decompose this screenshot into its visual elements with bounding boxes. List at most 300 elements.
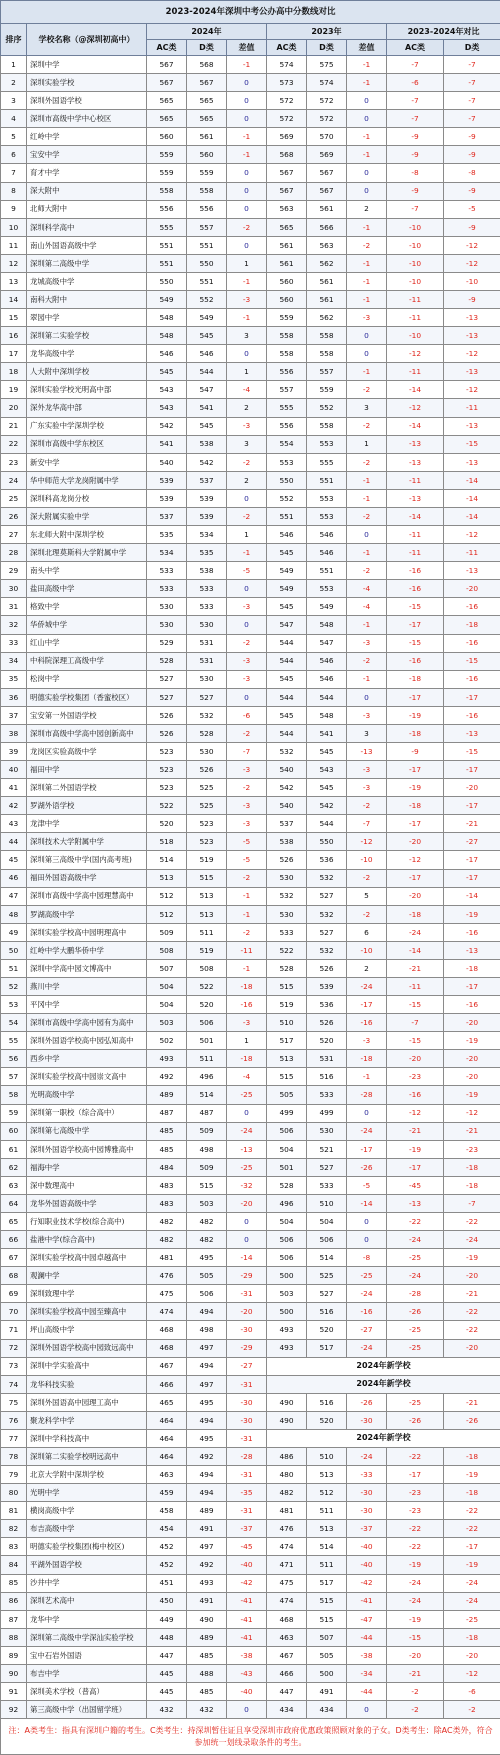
rank-cell: 48 bbox=[1, 905, 27, 923]
table-row bbox=[1, 1213, 500, 1231]
ac-2024-cell: 452 bbox=[147, 1538, 187, 1556]
ac-cmp-cell: -24 bbox=[387, 1267, 444, 1285]
ac-2024-cell: 485 bbox=[147, 1122, 187, 1140]
d-cmp-cell: -25 bbox=[444, 1610, 500, 1628]
diff-2023-cell: -44 bbox=[347, 1683, 387, 1701]
ac-2024-cell: 567 bbox=[147, 56, 187, 74]
table-row bbox=[1, 1466, 500, 1484]
school-name-cell: 第三高级中学（出国留学班） bbox=[27, 1701, 147, 1719]
d-2023-cell: 527 bbox=[307, 887, 347, 905]
ac-2023-cell: 550 bbox=[267, 471, 307, 489]
school-name-cell: 东北师大附中深圳学校 bbox=[27, 526, 147, 544]
ac-cmp-cell: -19 bbox=[387, 1140, 444, 1158]
diff-2023-cell: -1 bbox=[347, 56, 387, 74]
ac-2024-cell: 548 bbox=[147, 327, 187, 345]
ac-2024-cell: 432 bbox=[147, 1701, 187, 1719]
header-school: 学校名称（@深圳初高中） bbox=[27, 24, 147, 56]
diff-2023-cell: -1 bbox=[347, 471, 387, 489]
diff-2023-cell: -42 bbox=[347, 1574, 387, 1592]
d-2024-cell: 556 bbox=[187, 200, 227, 218]
diff-2023-cell: -1 bbox=[347, 670, 387, 688]
d-2024-cell: 519 bbox=[187, 941, 227, 959]
d-cmp-cell: -16 bbox=[444, 598, 500, 616]
table-row bbox=[1, 562, 500, 580]
d-cmp-cell: -13 bbox=[444, 327, 500, 345]
d-cmp-cell: -20 bbox=[444, 1646, 500, 1664]
diff-2023-cell: -1 bbox=[347, 146, 387, 164]
ac-2023-cell: 544 bbox=[267, 688, 307, 706]
ac-cmp-cell: -24 bbox=[387, 1592, 444, 1610]
school-name-cell: 坪山高级中学 bbox=[27, 1321, 147, 1339]
d-cmp-cell: -12 bbox=[444, 526, 500, 544]
school-name-cell: 中科院深理工高级中学 bbox=[27, 652, 147, 670]
diff-2023-cell: 6 bbox=[347, 923, 387, 941]
ac-cmp-cell: -21 bbox=[387, 1664, 444, 1682]
d-cmp-cell: -15 bbox=[444, 742, 500, 760]
ac-2023-cell: 573 bbox=[267, 74, 307, 92]
table-row bbox=[1, 74, 500, 92]
school-name-cell: 行知职业技术学校(综合高中) bbox=[27, 1213, 147, 1231]
ac-2023-cell: 506 bbox=[267, 1249, 307, 1267]
ac-2023-cell: 475 bbox=[267, 1574, 307, 1592]
d-2024-cell: 505 bbox=[187, 1267, 227, 1285]
ac-2023-cell: 568 bbox=[267, 146, 307, 164]
table-row bbox=[1, 236, 500, 254]
rank-cell: 88 bbox=[1, 1628, 27, 1646]
ac-2023-cell: 532 bbox=[267, 887, 307, 905]
ac-2024-cell: 526 bbox=[147, 706, 187, 724]
school-name-cell: 深圳市高级中学东校区 bbox=[27, 435, 147, 453]
d-cmp-cell: -23 bbox=[444, 1140, 500, 1158]
diff-2023-cell: 5 bbox=[347, 887, 387, 905]
ac-2023-cell: 538 bbox=[267, 833, 307, 851]
table-row bbox=[1, 797, 500, 815]
diff-2023-cell: -3 bbox=[347, 309, 387, 327]
diff-2024-cell: -2 bbox=[227, 869, 267, 887]
ac-2024-cell: 492 bbox=[147, 1068, 187, 1086]
d-cmp-cell: -18 bbox=[444, 1158, 500, 1176]
table-row bbox=[1, 1014, 500, 1032]
d-cmp-cell: -2 bbox=[444, 1701, 500, 1719]
rank-cell: 18 bbox=[1, 363, 27, 381]
d-2024-cell: 527 bbox=[187, 688, 227, 706]
rank-cell: 60 bbox=[1, 1122, 27, 1140]
school-name-cell: 深圳实验学校光明高中部 bbox=[27, 381, 147, 399]
d-cmp-cell: -16 bbox=[444, 670, 500, 688]
diff-2023-cell: -1 bbox=[347, 218, 387, 236]
d-2024-cell: 567 bbox=[187, 74, 227, 92]
table-row bbox=[1, 1176, 500, 1194]
rank-cell: 73 bbox=[1, 1357, 27, 1375]
ac-2023-cell: 561 bbox=[267, 236, 307, 254]
ac-2023-cell: 565 bbox=[267, 218, 307, 236]
diff-2024-cell: -16 bbox=[227, 996, 267, 1014]
ac-2023-cell: 572 bbox=[267, 92, 307, 110]
d-2024-cell: 494 bbox=[187, 1357, 227, 1375]
ac-2023-cell: 549 bbox=[267, 580, 307, 598]
ac-cmp-cell: -25 bbox=[387, 1339, 444, 1357]
d-2023-cell: 527 bbox=[307, 1158, 347, 1176]
d-cmp-cell: -21 bbox=[444, 1393, 500, 1411]
d-2024-cell: 523 bbox=[187, 833, 227, 851]
d-2024-cell: 538 bbox=[187, 435, 227, 453]
rank-cell: 1 bbox=[1, 56, 27, 74]
d-2024-cell: 515 bbox=[187, 869, 227, 887]
d-2024-cell: 492 bbox=[187, 1448, 227, 1466]
rank-cell: 58 bbox=[1, 1086, 27, 1104]
diff-2024-cell: -6 bbox=[227, 706, 267, 724]
d-2024-cell: 535 bbox=[187, 544, 227, 562]
diff-2024-cell: -2 bbox=[227, 453, 267, 471]
rank-cell: 57 bbox=[1, 1068, 27, 1086]
ac-2024-cell: 454 bbox=[147, 1520, 187, 1538]
d-2023-cell: 520 bbox=[307, 1321, 347, 1339]
school-name-cell: 深圳中学科技高中 bbox=[27, 1429, 147, 1447]
table-row bbox=[1, 272, 500, 290]
school-name-cell: 深圳外国语学校高中园弘知高中 bbox=[27, 1032, 147, 1050]
table-row bbox=[1, 1393, 500, 1411]
diff-2023-cell: -30 bbox=[347, 1411, 387, 1429]
diff-2023-cell: -2 bbox=[347, 417, 387, 435]
d-cmp-cell: -18 bbox=[444, 616, 500, 634]
school-name-cell: 深圳市高级中学高中园创新高中 bbox=[27, 724, 147, 742]
ac-2024-cell: 546 bbox=[147, 345, 187, 363]
d-cmp-cell: -22 bbox=[444, 1303, 500, 1321]
diff-2023-cell: -24 bbox=[347, 1122, 387, 1140]
diff-2024-cell: -2 bbox=[227, 507, 267, 525]
diff-2024-cell: -1 bbox=[227, 128, 267, 146]
d-cmp-cell: -12 bbox=[444, 254, 500, 272]
d-cmp-cell: -14 bbox=[444, 489, 500, 507]
school-name-cell: 聚龙科学中学 bbox=[27, 1411, 147, 1429]
diff-2024-cell: -41 bbox=[227, 1628, 267, 1646]
diff-2023-cell: -10 bbox=[347, 941, 387, 959]
d-cmp-cell: -20 bbox=[444, 1050, 500, 1068]
rank-cell: 80 bbox=[1, 1484, 27, 1502]
d-2023-cell: 514 bbox=[307, 1249, 347, 1267]
school-name-cell: 布吉高级中学 bbox=[27, 1520, 147, 1538]
diff-2023-cell: -8 bbox=[347, 1249, 387, 1267]
new-school-label: 2024年新学校 bbox=[267, 1429, 500, 1447]
rank-cell: 21 bbox=[1, 417, 27, 435]
rank-cell: 65 bbox=[1, 1213, 27, 1231]
ac-cmp-cell: -10 bbox=[387, 272, 444, 290]
d-2023-cell: 510 bbox=[307, 1194, 347, 1212]
ac-2024-cell: 533 bbox=[147, 580, 187, 598]
diff-2023-cell: -41 bbox=[347, 1592, 387, 1610]
d-2024-cell: 495 bbox=[187, 1249, 227, 1267]
ac-cmp-cell: -9 bbox=[387, 128, 444, 146]
d-2024-cell: 496 bbox=[187, 1068, 227, 1086]
ac-cmp-cell: -24 bbox=[387, 1231, 444, 1249]
diff-2023-cell: 1 bbox=[347, 435, 387, 453]
ac-2023-cell: 500 bbox=[267, 1267, 307, 1285]
school-name-cell: 平冈中学 bbox=[27, 996, 147, 1014]
diff-2024-cell: 0 bbox=[227, 345, 267, 363]
ac-2024-cell: 464 bbox=[147, 1429, 187, 1447]
ac-cmp-cell: -10 bbox=[387, 236, 444, 254]
table-body bbox=[1, 56, 500, 1719]
d-2023-cell: 515 bbox=[307, 1610, 347, 1628]
diff-2023-cell: -3 bbox=[347, 1032, 387, 1050]
table-row bbox=[1, 815, 500, 833]
table-row bbox=[1, 327, 500, 345]
header-d-cmp: D类 bbox=[444, 40, 500, 56]
d-2024-cell: 501 bbox=[187, 1032, 227, 1050]
school-name-cell: 罗湖外语学校 bbox=[27, 797, 147, 815]
ac-2024-cell: 556 bbox=[147, 200, 187, 218]
d-2023-cell: 517 bbox=[307, 1339, 347, 1357]
diff-2024-cell: -5 bbox=[227, 851, 267, 869]
diff-2024-cell: -40 bbox=[227, 1683, 267, 1701]
ac-cmp-cell: -45 bbox=[387, 1176, 444, 1194]
d-cmp-cell: -22 bbox=[444, 1520, 500, 1538]
diff-2023-cell: -1 bbox=[347, 254, 387, 272]
table-row bbox=[1, 1104, 500, 1122]
ac-cmp-cell: -12 bbox=[387, 1104, 444, 1122]
d-2024-cell: 491 bbox=[187, 1592, 227, 1610]
school-name-cell: 福田外国语高级中学 bbox=[27, 869, 147, 887]
d-cmp-cell: -26 bbox=[444, 1411, 500, 1429]
d-cmp-cell: -17 bbox=[444, 688, 500, 706]
diff-2023-cell: -1 bbox=[347, 128, 387, 146]
ac-2024-cell: 520 bbox=[147, 815, 187, 833]
d-2024-cell: 530 bbox=[187, 742, 227, 760]
d-2024-cell: 494 bbox=[187, 1411, 227, 1429]
d-cmp-cell: -18 bbox=[444, 1628, 500, 1646]
diff-2024-cell: -43 bbox=[227, 1664, 267, 1682]
d-2023-cell: 557 bbox=[307, 363, 347, 381]
d-cmp-cell: -12 bbox=[444, 236, 500, 254]
ac-cmp-cell: -18 bbox=[387, 670, 444, 688]
ac-cmp-cell: -9 bbox=[387, 146, 444, 164]
d-2023-cell: 532 bbox=[307, 869, 347, 887]
table-row bbox=[1, 291, 500, 309]
d-2024-cell: 552 bbox=[187, 291, 227, 309]
rank-cell: 72 bbox=[1, 1339, 27, 1357]
diff-2024-cell: -3 bbox=[227, 670, 267, 688]
diff-2024-cell: 0 bbox=[227, 688, 267, 706]
rank-cell: 7 bbox=[1, 164, 27, 182]
diff-2023-cell: 3 bbox=[347, 724, 387, 742]
ac-cmp-cell: -17 bbox=[387, 869, 444, 887]
d-2024-cell: 515 bbox=[187, 1176, 227, 1194]
ac-2023-cell: 556 bbox=[267, 363, 307, 381]
school-name-cell: 深圳实验学校 bbox=[27, 74, 147, 92]
diff-2024-cell: -30 bbox=[227, 1321, 267, 1339]
ac-2023-cell: 463 bbox=[267, 1628, 307, 1646]
ac-2023-cell: 447 bbox=[267, 1683, 307, 1701]
table-row bbox=[1, 580, 500, 598]
d-2024-cell: 545 bbox=[187, 327, 227, 345]
ac-2023-cell: 493 bbox=[267, 1339, 307, 1357]
ac-2024-cell: 543 bbox=[147, 399, 187, 417]
ac-2023-cell: 532 bbox=[267, 742, 307, 760]
diff-2023-cell: -37 bbox=[347, 1520, 387, 1538]
d-2024-cell: 491 bbox=[187, 1520, 227, 1538]
d-2023-cell: 511 bbox=[307, 1502, 347, 1520]
school-name-cell: 宝安第一外国语学校 bbox=[27, 706, 147, 724]
diff-2024-cell: -2 bbox=[227, 923, 267, 941]
d-cmp-cell: -17 bbox=[444, 977, 500, 995]
ac-2023-cell: 490 bbox=[267, 1393, 307, 1411]
ac-cmp-cell: -25 bbox=[387, 1249, 444, 1267]
rank-cell: 42 bbox=[1, 797, 27, 815]
diff-2024-cell: -2 bbox=[227, 634, 267, 652]
ac-2024-cell: 474 bbox=[147, 1303, 187, 1321]
diff-2024-cell: -38 bbox=[227, 1646, 267, 1664]
ac-2023-cell: 474 bbox=[267, 1592, 307, 1610]
ac-2024-cell: 475 bbox=[147, 1285, 187, 1303]
school-name-cell: 格致中学 bbox=[27, 598, 147, 616]
ac-2024-cell: 526 bbox=[147, 724, 187, 742]
diff-2024-cell: -31 bbox=[227, 1429, 267, 1447]
diff-2024-cell: -1 bbox=[227, 887, 267, 905]
d-2024-cell: 551 bbox=[187, 236, 227, 254]
school-name-cell: 深圳美术学校（普高） bbox=[27, 1683, 147, 1701]
ac-2023-cell: 515 bbox=[267, 977, 307, 995]
rank-cell: 11 bbox=[1, 236, 27, 254]
table-row bbox=[1, 761, 500, 779]
school-name-cell: 深圳第一职校（综合高中） bbox=[27, 1104, 147, 1122]
diff-2023-cell: -17 bbox=[347, 1140, 387, 1158]
table-row bbox=[1, 399, 500, 417]
d-cmp-cell: -16 bbox=[444, 923, 500, 941]
ac-2024-cell: 550 bbox=[147, 272, 187, 290]
ac-2023-cell: 515 bbox=[267, 1068, 307, 1086]
d-2024-cell: 557 bbox=[187, 218, 227, 236]
d-2024-cell: 542 bbox=[187, 453, 227, 471]
diff-2024-cell: -1 bbox=[227, 959, 267, 977]
school-name-cell: 深圳市高级中学高中园有为高中 bbox=[27, 1014, 147, 1032]
school-name-cell: 红山中学 bbox=[27, 634, 147, 652]
diff-2024-cell: -3 bbox=[227, 417, 267, 435]
diff-2024-cell: -1 bbox=[227, 905, 267, 923]
ac-2023-cell: 526 bbox=[267, 851, 307, 869]
d-2023-cell: 546 bbox=[307, 670, 347, 688]
ac-2023-cell: 540 bbox=[267, 797, 307, 815]
ac-2023-cell: 500 bbox=[267, 1303, 307, 1321]
ac-2024-cell: 540 bbox=[147, 453, 187, 471]
ac-cmp-cell: -22 bbox=[387, 1448, 444, 1466]
d-2024-cell: 495 bbox=[187, 1429, 227, 1447]
ac-2023-cell: 493 bbox=[267, 1321, 307, 1339]
d-cmp-cell: -8 bbox=[444, 164, 500, 182]
d-2023-cell: 567 bbox=[307, 182, 347, 200]
school-name-cell: 龙津中学 bbox=[27, 815, 147, 833]
ac-cmp-cell: -22 bbox=[387, 1538, 444, 1556]
d-cmp-cell: -18 bbox=[444, 1176, 500, 1194]
ac-cmp-cell: -26 bbox=[387, 1303, 444, 1321]
ac-cmp-cell: -7 bbox=[387, 56, 444, 74]
table-row bbox=[1, 146, 500, 164]
school-name-cell: 人大附中深圳学校 bbox=[27, 363, 147, 381]
school-name-cell: 深大附中 bbox=[27, 182, 147, 200]
school-name-cell: 深圳第二外国语学校 bbox=[27, 779, 147, 797]
d-cmp-cell: -13 bbox=[444, 941, 500, 959]
d-2024-cell: 509 bbox=[187, 1122, 227, 1140]
diff-2024-cell: 3 bbox=[227, 327, 267, 345]
d-2024-cell: 539 bbox=[187, 489, 227, 507]
table-row bbox=[1, 1339, 500, 1357]
ac-2024-cell: 539 bbox=[147, 489, 187, 507]
ac-2023-cell: 544 bbox=[267, 634, 307, 652]
rank-cell: 47 bbox=[1, 887, 27, 905]
school-name-cell: 深圳中学高中园文博高中 bbox=[27, 959, 147, 977]
school-name-cell: 华侨城中学 bbox=[27, 616, 147, 634]
d-cmp-cell: -18 bbox=[444, 1448, 500, 1466]
diff-2024-cell: -3 bbox=[227, 652, 267, 670]
diff-2023-cell: -33 bbox=[347, 1466, 387, 1484]
diff-2024-cell: -1 bbox=[227, 146, 267, 164]
d-2023-cell: 507 bbox=[307, 1628, 347, 1646]
diff-2024-cell: 0 bbox=[227, 74, 267, 92]
diff-2024-cell: -14 bbox=[227, 1249, 267, 1267]
d-cmp-cell: -20 bbox=[444, 1068, 500, 1086]
header-d-2023: D类 bbox=[307, 40, 347, 56]
d-cmp-cell: -12 bbox=[444, 1104, 500, 1122]
ac-2023-cell: 537 bbox=[267, 815, 307, 833]
d-2023-cell: 552 bbox=[307, 399, 347, 417]
d-cmp-cell: -14 bbox=[444, 471, 500, 489]
diff-2023-cell: -3 bbox=[347, 634, 387, 652]
rank-cell: 2 bbox=[1, 74, 27, 92]
school-name-cell: 盐田高级中学 bbox=[27, 580, 147, 598]
table-row bbox=[1, 345, 500, 363]
ac-cmp-cell: -10 bbox=[387, 218, 444, 236]
ac-cmp-cell: -11 bbox=[387, 309, 444, 327]
ac-2024-cell: 476 bbox=[147, 1267, 187, 1285]
d-cmp-cell: -19 bbox=[444, 1032, 500, 1050]
d-2024-cell: 497 bbox=[187, 1538, 227, 1556]
ac-2024-cell: 530 bbox=[147, 616, 187, 634]
d-2023-cell: 566 bbox=[307, 218, 347, 236]
d-2023-cell: 558 bbox=[307, 327, 347, 345]
d-cmp-cell: -19 bbox=[444, 1086, 500, 1104]
diff-2023-cell: -5 bbox=[347, 1176, 387, 1194]
table-row bbox=[1, 1610, 500, 1628]
ac-cmp-cell: -16 bbox=[387, 1086, 444, 1104]
diff-2024-cell: -24 bbox=[227, 1122, 267, 1140]
diff-2023-cell: -26 bbox=[347, 1393, 387, 1411]
diff-2023-cell: -16 bbox=[347, 1014, 387, 1032]
diff-2023-cell: -3 bbox=[347, 706, 387, 724]
diff-2023-cell: 0 bbox=[347, 164, 387, 182]
school-name-cell: 福海中学 bbox=[27, 1158, 147, 1176]
diff-2023-cell: -2 bbox=[347, 236, 387, 254]
ac-2024-cell: 485 bbox=[147, 1140, 187, 1158]
ac-2023-cell: 551 bbox=[267, 507, 307, 525]
ac-cmp-cell: -13 bbox=[387, 453, 444, 471]
d-cmp-cell: -19 bbox=[444, 1466, 500, 1484]
school-name-cell: 光明中学 bbox=[27, 1484, 147, 1502]
rank-cell: 14 bbox=[1, 291, 27, 309]
ac-2023-cell: 561 bbox=[267, 254, 307, 272]
d-2024-cell: 544 bbox=[187, 363, 227, 381]
school-name-cell: 深圳艺术高中 bbox=[27, 1592, 147, 1610]
d-2023-cell: 520 bbox=[307, 1411, 347, 1429]
header-ac-2023: AC类 bbox=[267, 40, 307, 56]
d-2023-cell: 548 bbox=[307, 616, 347, 634]
ac-2023-cell: 468 bbox=[267, 1610, 307, 1628]
ac-2023-cell: 482 bbox=[267, 1484, 307, 1502]
ac-2024-cell: 523 bbox=[147, 742, 187, 760]
diff-2023-cell: -16 bbox=[347, 1303, 387, 1321]
school-name-cell: 龙岗区实验高级中学 bbox=[27, 742, 147, 760]
d-2024-cell: 498 bbox=[187, 1140, 227, 1158]
ac-2024-cell: 504 bbox=[147, 977, 187, 995]
d-2023-cell: 504 bbox=[307, 1213, 347, 1231]
